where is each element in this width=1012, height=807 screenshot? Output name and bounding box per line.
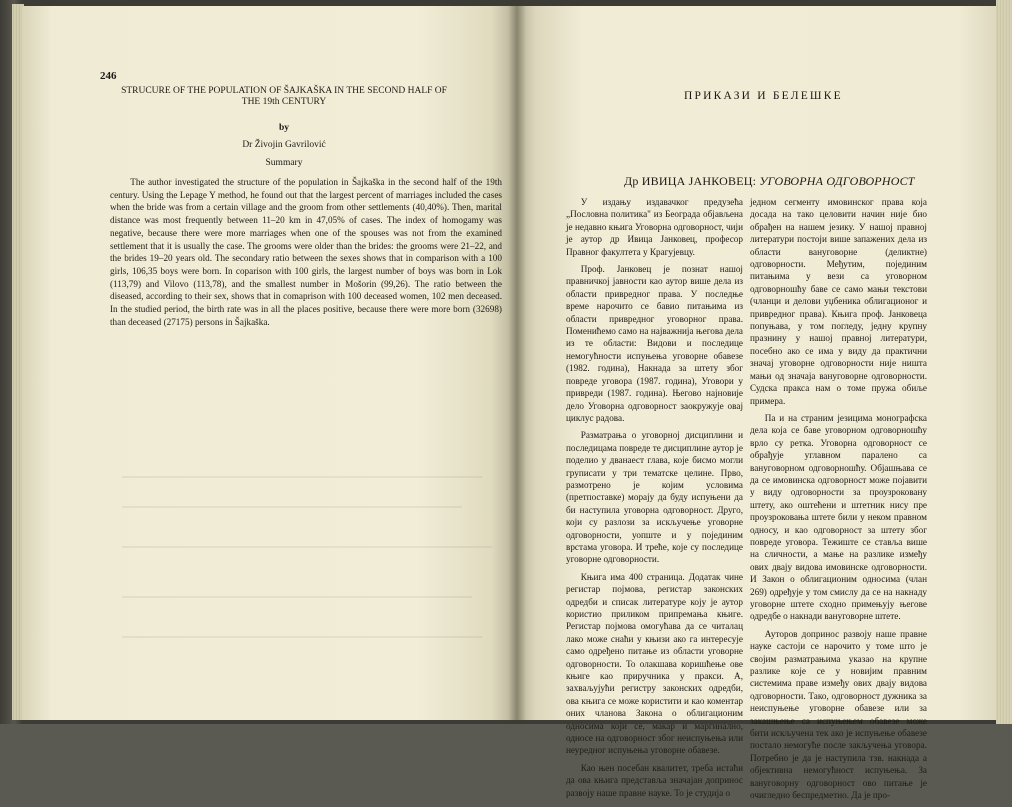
article-title: STRUCURE OF THE POPULATION OF ŠAJKAŠKA IN THE SECOND HALF OF THE 19th CENTURY	[121, 86, 447, 107]
paragraph: Разматрања о уговорној дисциплини и последицама повреде те дисциплине аутор је поделио у дванаест глава, које бисмо могли груписати у три тематске целине. Прво, размотрено је којим условима (претпоставке) морају да буду испуњени да би наступила уговорна одговорност. Друго, који су разлози за искључење уговорне одговорности, уопште и у појединим врстама уговора. И треће, које су последице уговорне одговорности.	[566, 430, 743, 565]
paragraph: Па и на страним језицима монографска дела која се баве уговорном одговорношћу врло су ретка. Уговорна одговорност се обрађује углавном паралено са вануговорном одговорношћу. Објашњава се да се имовинска одговорност може појавити у виду одговорности за проузроковану штету, ако оштећени и штетник нису пре проузроковања штете били у неком правном односу, и као одговорност за штету због повреде уговора. Тежиште се ставља више на сличности, а мање на разлике између ових двају видова имовинске одговорности. И Закон о облигационим односима (члан 269) одређује у том смислу да се на накнаду уговорне штете сходно примењују његове одредбе о накнади вануговорне штете.	[750, 412, 927, 622]
page-number: 246	[100, 70, 117, 82]
summary-heading: Summary	[265, 158, 303, 168]
section-title: ПРИКАЗИ И БЕЛЕШКЕ	[684, 90, 843, 102]
review-column-right	[750, 196, 927, 807]
byline-by: by	[278, 123, 290, 133]
review-heading-book-title: УГОВОРНА ОДГОВОРНОСТ	[759, 174, 915, 188]
paragraph: једном сегменту имовинског права која досада на тако целовити начин није био обрађен на нашем језику. У нашој правној литератури постоји више запажених дела из области вануговорне (деликтне) одговорности. Међутим, појединим питањима у вези са уговорном одговорношћу баве се само мањи текстови (чланци и делови уџбеника облигационог и привредног права). Књига проф. Јанковеца попуњава, у том погледу, једну крупну празнину у нашој правној литератури, посебно ако се има у виду да практични значај уговорне одговорности није ништа мањи од значаја вануговорне одговорности. Судска пракса нам о томе пружа обиље примера.	[750, 197, 927, 406]
right-page	[516, 6, 998, 801]
summary-text: The author investigated the structure of the population in Šajkaška in the second half of the 19th century. Using the Lepage Y method, he found out that the largest percent of marriages included the cases when the bride was from a certain village and the groom from other settlements (40,40%). Then, marital distance was most frequently between 11–20 km in 47,05% of cases. The index of homogamy was negative, because there were more marriages when one of the spouses was not from the examined settlement that it is usually the case. The grooms were older than the brides: the grooms were 21–22, and the brides 19–20 years old. The secondary ratio between the sexes shows that in comparison with a 100 girls, 106,35 boys were born. In coparison with 100 girls, the largest number of boys was born in Lok (113,79) and Vilovo (113,78), and the smallest number in Mošorin (99,26). The ratio between the diseased, according to their sex, shows that in comaprison with 100 deceased women, 102 men deceased. In the studied period, the birth rate was in all the places positive, because there were more born (32698) than deceased (27175) persons in Šajkaška.	[110, 177, 502, 327]
paragraph: Као њен посебан квалитет, треба истаћи да ова књига представља значајан допринос развоју наше правне науке. То је студија о	[566, 762, 743, 798]
paragraph: У издању издавачког предузећа „Пословна политика" из Београда објављена је недавно књига Уговорна одговорност, чији је аутор др Ивица Јанковец, професор Правног факултета у Крагујевцу.	[566, 197, 743, 257]
page-edges-right	[996, 0, 1012, 724]
paragraph: Књига има 400 страница. Додатак чине регистар појмова, регистар законских одредби и списак литературе коју је аутор користио приликом припремања књиге. Регистар појмова омогућава да се читалац лако може снаћи у књизи ако га интересује само одређено питање из области уговорне одговорности. То олакшава коришћење ове књиге као приручника у пракси. А, захваљујући регистру законских одредби, ова књига се може користити и као коментар оних чланова Закона о облигационим односима који се, макар и маргинално, односе на одговорност због неиспуњења или неуредног испуњења уговорне обавезе.	[566, 571, 743, 756]
review-column-left	[566, 196, 743, 804]
paragraph: Ауторов допринос развоју наше правне науке састоји се нарочито у томе што је својим разматрањима указао на крупне разлике које се у новијим правним системима праве између ових двају видова одговорности. Тако, одговорност дужника за неиспуњење уговорне обавезе или за закашњење са испуњењем обавезе може бити искључена тек ако је испуњење обавезе постало немогуће после закључења уговора. Потребно је да је наступила тзв. накнада а објективна немогућност испуњења. За вануговорну одговорност ово питање је очигледно беспредметно. Да је про-	[750, 628, 927, 801]
paragraph: Проф. Јанковец је познат нашој правничкој јавности као аутор више дела из области привредног права. У последње време нарочито се бавио питањима из области привредног уговорног права. Поменићемо само на најважнија његова дела из те области: Видови и последице немогућности испуњења уговорне обавезе (1982. година), Накнада за штету због повреде уговора (1987. година), Уговори у привреди (1987. година). Његово најновије дело Уговорна одговорност заокружује овај циклус радова.	[566, 264, 743, 423]
left-page	[22, 6, 516, 720]
review-heading	[624, 174, 984, 189]
review-heading-author: Др ИВИЦА ЈАНКОВЕЦ:	[624, 174, 760, 188]
article-author: Dr Živojin Gavrilović	[242, 140, 326, 150]
